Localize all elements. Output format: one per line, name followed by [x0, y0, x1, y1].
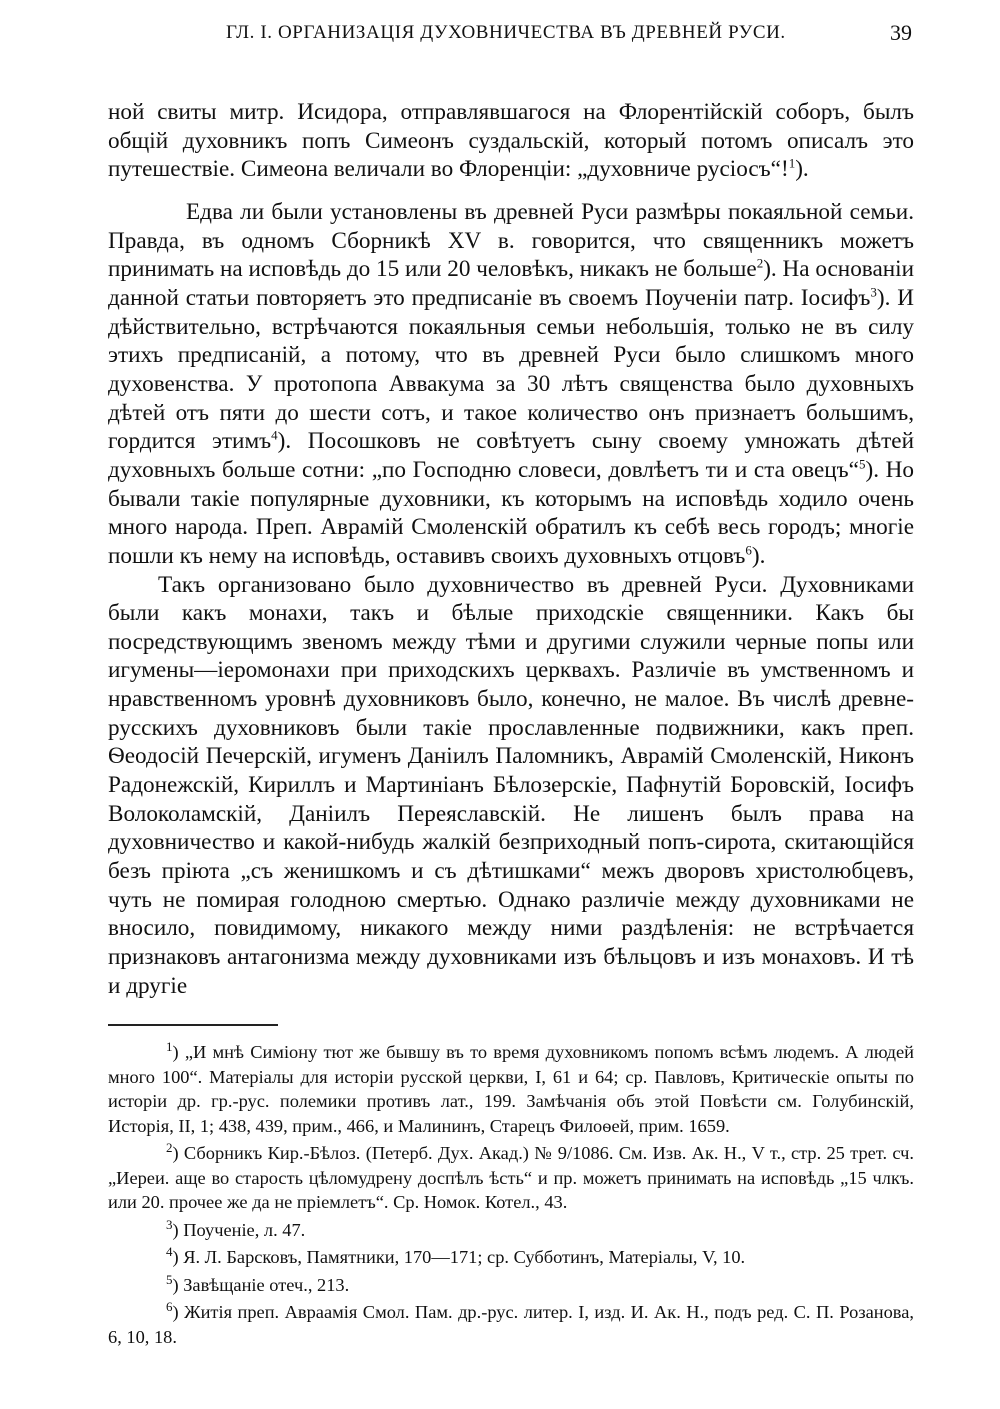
paragraph-3: Такъ организовано было духовничество въ древней Руси. Духовниками были какъ монахи, такъ и бѣлые приходскіе священники. Какъ бы посредствующимъ звеномъ между тѣми и другими служили черные попы или игумены—іеромонахи при приходскихъ церквахъ. Различіе въ умственномъ и нравственномъ уровнѣ духовниковъ было, конечно, не малое. Въ числѣ древне-русскихъ духовниковъ были такіе прославленные подвижники, какъ преп. Ѳеодосій Печерскій, игуменъ Даніилъ Паломникъ, Аврамій Смоленскій, Никонъ Радонежскій, Кириллъ и Мартиніанъ Бѣлозерскіе, Пафнутій Боровскій, Іосифъ Волоколамскій, Даніилъ Переяславскій. Не лишенъ былъ права на духовничество и какой-нибудь жалкій безприходный попъ-сирота, скитающійся безъ пріюта „съ женишкомъ и съ дѣтишками“ межъ дворовъ христолюбцевъ, чуть не помирая голодною смертью. Однако различіе между духовниками не вносило, повидимому, никакого между ними раздѣленія: не встрѣчается признаковъ антагонизма между духовниками изъ бѣльцовъ и изъ монаховъ. И тѣ и другіе: [108, 571, 914, 999]
footnote-1: $^1$) „И мнѣ Симіону тют же бывшу въ то время духовникомъ попомъ всѣмъ людемъ. А людей много 100“. Матеріалы для исторіи русской церкви, I, 61 и 64; ср. Павловъ, Критическіе опыты по исторіи др. гр.-рус. полемики противъ лат., 199. Замѣчанія объ этой Повѣсти см. Голубинскій, Исторія, II, 1; 438, 439, прим., 466, и Малининъ, Старецъ Филоѳей, прим. 1659.: [108, 1039, 914, 1136]
paragraph-1: ной свиты митр. Исидора, отправлявшагося на Флорентійскій соборъ, былъ общій духовникъ попъ Симеонъ суздальскій, который потомъ описалъ это путешествіе. Симеона величали во Флоренціи: „духовниче русіосъ“!$^1$).: [108, 99, 914, 183]
book-page: [108, 22, 914, 1352]
footnote-ref-4: 4: [271, 427, 278, 443]
footnote-ref-6: 6: [745, 542, 752, 558]
footnote-ref-5: 5: [858, 456, 866, 472]
page-header: [108, 22, 914, 56]
footnote-5: $^5$) Завѣщаніе отеч., 213.: [166, 1271, 350, 1295]
page-number: 39: [890, 20, 912, 45]
footnote-ref-3: 3: [870, 284, 877, 300]
main-text: [108, 98, 914, 1000]
footnote-ref-1: 1: [788, 155, 796, 171]
footnote-3: $^3$) Поученіе, л. 47.: [166, 1216, 306, 1240]
footnote-2: $^2$) Сборникъ Кир.-Бѣлоз. (Петерб. Дух. Акад.) № 9/1086. См. Изв. Ак. Н., V т., стр. 25 трет. сч. „Иереи. аще во старость цѣломудрену доспѣлъ ѣсть“ и пр. можетъ принимать на исповѣдь „15 члкъ. или 20. прочее же да не пріемлетъ“. Ср. Номок. Котел., 43.: [108, 1140, 914, 1213]
paragraph-2: Едва ли были установлены въ древней Руси размѣры покаяльной семьи. Правда, въ одномъ Сборникѣ XV в. говорится, что священникъ можетъ принимать на исповѣдь до 15 или 20 человѣкъ, никакъ не больше$^2$). На основаніи данной статьи повторяетъ это предписаніе въ своемъ Поученіи патр. Іосифъ$^3$). И дѣйствительно, встрѣчаются покаяльныя семьи небольшія, только не въ силу этихъ предписаній, а потому, что въ древней Руси было слишкомъ много духовенства. У протопопа Аввакума за 30 лѣтъ священства было духовныхъ дѣтей отъ пяти до шести сотъ, и такое количество онъ признаетъ большимъ, гордится этимъ$^4$). Посошковъ не совѣтуетъ сыну своему умножать дѣтей духовныхъ больше сотни: „по Господню словеси, довлѣетъ ти и ста овецъ“$^5$). Но бывали такіе популярные духовники, къ которымъ на исповѣдь ходило очень много народа. Преп. Аврамій Смоленскій обратилъ къ себѣ весь городъ; многіе пошли къ нему на исповѣдь, оставивъ своихъ духовныхъ отцовъ$^6$).: [108, 198, 915, 569]
footnote-4: $^4$) Я. Л. Барсковъ, Памятники, 170—171; ср. Субботинъ, Матеріалы, V, 10.: [166, 1244, 746, 1268]
footnote-6: $^6$) Житія преп. Авраамія Смол. Пам. др.-рус. литер. I, изд. И. Ак. Н., подъ ред. С. П. Розанова, 6, 10, 18.: [108, 1299, 914, 1347]
running-head: ГЛ. I. ОРГАНИЗАЦІЯ ДУХОВНИЧЕСТВА ВЪ ДРЕВНЕЙ РУСИ.: [226, 22, 786, 43]
footnotes: [108, 1040, 914, 1349]
footnote-separator: [108, 1024, 278, 1026]
footnote-ref-2: 2: [756, 255, 764, 271]
